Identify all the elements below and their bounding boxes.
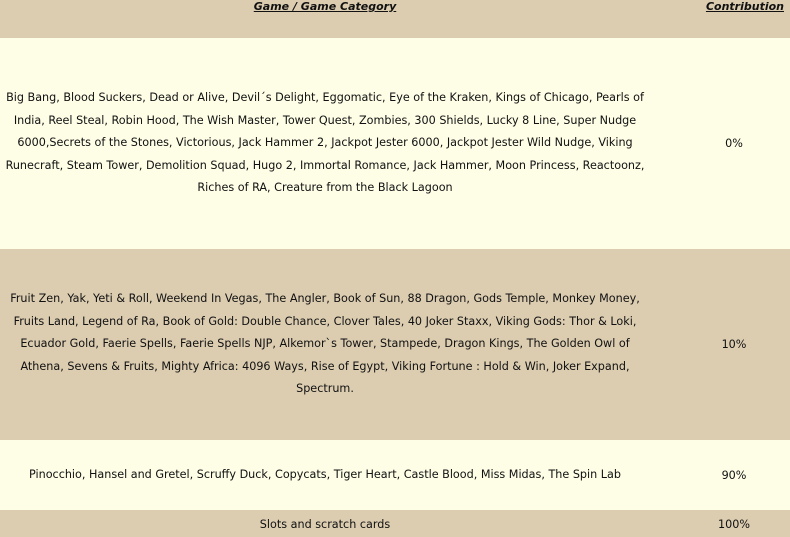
row-contribution: 100% [718,518,750,531]
table-row [0,510,790,537]
header-contribution: Contribution [705,0,784,13]
row-games: Fruit Zen, Yak, Yeti & Roll, Weekend In Vegas, The Angler, Book of Sun, 88 Dragon, Gods Temple, Monkey Money, Fruits Land, Legend of Ra, Book of Gold: Double Chance, Clover Tales, 40 Joker Staxx, Viking Gods: Thor & Loki, Ecuador Gold, Faerie Spells, Faerie Spells NJP, Alkemor`s Tower, Stampede, Dragon Kings, The Golden Owl of Athena, Sevens & Fruits, Mighty Africa: 4096 Ways, Rise of Egypt, Viking Fortune : Hold & Win, Joker Expand, Spectrum. [10,292,640,396]
row-games: Big Bang, Blood Suckers, Dead or Alive, Devil´s Delight, Eggomatic, Eye of the Kraken, Kings of Chicago, Pearls of India, Reel Steal, Robin Hood, The Wish Master, Tower Quest, Zombies, 300 Shields, Lucky 8 Line, Super Nudge 6000,Secrets of the Stones, Victorious, Jack Hammer 2, Jackpot Jester 6000, Jackpot Jester Wild Nudge, Viking Runecraft, Steam Tower, Demolition Squad, Hugo 2, Immortal Romance, Jack Hammer, Moon Princess, Reactoonz, Riches of RA, Creature from the Black Lagoon [5,91,645,195]
table-row [0,440,790,510]
row-contribution: 90% [721,468,747,482]
row-contribution: 10% [721,338,747,351]
row-games: Slots and scratch cards [259,518,391,531]
table-row [0,249,790,440]
header-game-category: Game / Game Category [253,0,397,13]
table-header-row [0,0,790,38]
row-games: Pinocchio, Hansel and Gretel, Scruffy Duck, Copycats, Tiger Heart, Castle Blood, Miss Midas, The Spin Lab [29,467,621,481]
row-contribution: 0% [725,137,743,150]
table-row [0,38,790,249]
